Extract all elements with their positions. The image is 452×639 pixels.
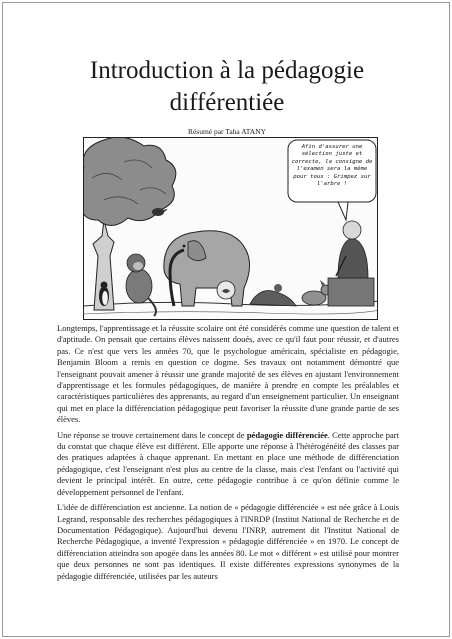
document-body — [57, 323, 399, 586]
seal-icon — [250, 284, 296, 306]
cartoon-illustration — [83, 137, 378, 320]
teacher-icon — [328, 221, 374, 306]
paragraph-2 — [57, 430, 399, 498]
elephant-icon — [164, 231, 250, 306]
bird-icon — [152, 208, 168, 216]
paragraph-3: L'idée de différenciation est ancienne. La notion de « pédagogie différenciée » est née grâce à Louis Legrand, responsable des recherches pédagogiques à l'INRDP (Institut National de Recherche et de Documentation Pédagogique). Aujourd'hui devenu l'INRP, autrement dit l'Institut National de Recherche Pédagogique, a inventé l'expression « pédagogie différenciée » en 1970. Le concept de différenciation atteindra son apogée dans les années 80. Le mot « différent » est utilisé pour montrer que deux personnes ne sont pas identiques. Il existe différentes expressions synonymes de la pédagogie différenciée, utilisées par les auteurs — [57, 502, 399, 581]
paragraph-1: Longtemps, l'apprentissage et la réussite scolaire ont été considérés comme une question de talent et d'aptitude. On pensait que certains élèves naissent doués, avec ce qu'il faut pour réussir, et d'autres pas. Ce n'est que vers les années 70, que le psychologue américain, spécialiste en pédagogie, Benjamin Bloom a remis en question ce dogme. Ses travaux ont notamment démontré que l'enseignant pouvait amener à réussir une grande majorité de ses élèves en ajustant l'environnement d'apprentissage et les formules pédagogiques, de manière à prendre en compte les préalables et caractéristiques particulières des apprenants, au regard d'un enseignement particulier. Un enseignant qui met en place la différenciation pédagogique peut favoriser la réussite d'une grande partie de ses élèves. — [57, 323, 399, 425]
monkey-icon — [126, 254, 156, 316]
paragraph-2-before: Une réponse se trouve certainement dans le concept de — [57, 429, 247, 440]
document-page — [2, 2, 450, 637]
dog-icon — [302, 280, 331, 305]
paragraph-2-bold-term: pédagogie différenciée — [246, 429, 328, 440]
speech-bubble-text: Afin d'assurer une sélection juste et correcte, la consigne de l'examen sera la même pour tous : Grimpez sur l'arbre ! — [291, 144, 373, 188]
title-line-2: différentiée — [169, 89, 285, 116]
document-title — [23, 55, 431, 119]
title-line-1: Introduction à la pédagogie — [89, 57, 365, 84]
paragraph-2-after: . Cette approche part du constat que chaque élève est différent. Elle apporte une réponse à l'hétérogénéité des classes par des pratiques adaptées à chaque apprenant. En mettant en place une méthode de différenciation pédagogique, c'est l'enseignant n'est plus au centre de la classe, mais c'est l'enfant ou l'activité qui devient le principal intérêt. En outre, cette pédagogie contribue à ce qu'on définie comme le développement personnel de l'enfant. — [57, 429, 399, 497]
fishbowl-icon — [217, 281, 235, 299]
author-line: Résumé par Taha ATANY — [187, 127, 267, 136]
